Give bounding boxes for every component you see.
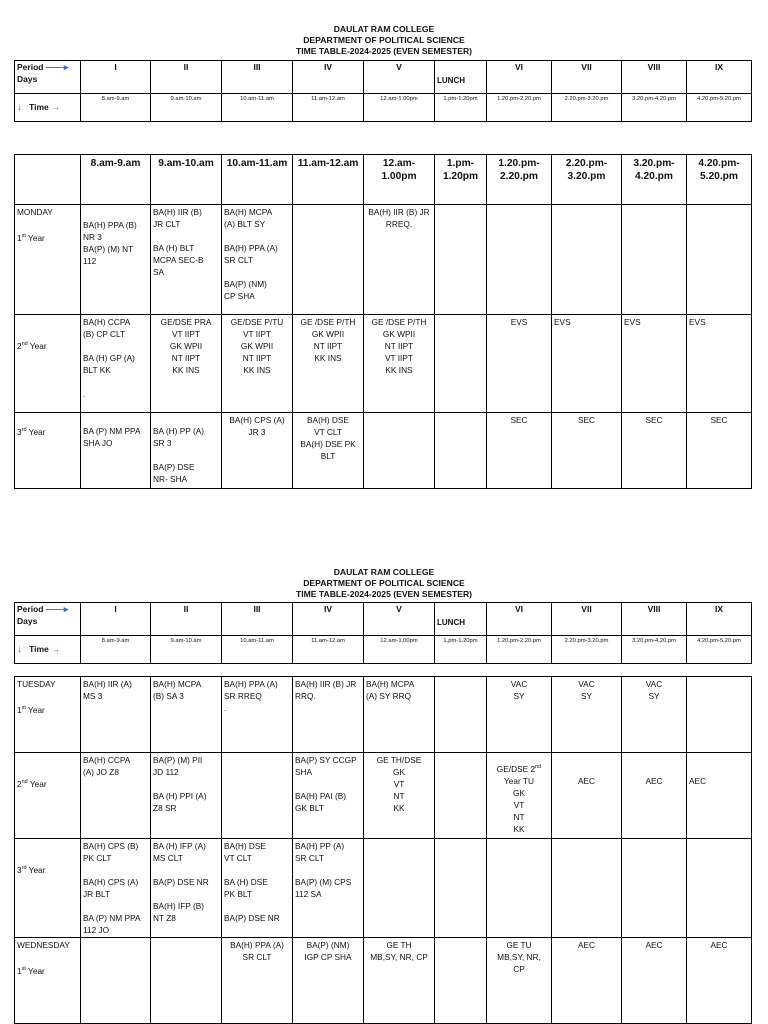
time-header: 2.20.pm- 3.20.pm bbox=[552, 155, 622, 205]
class-cell: GE TH MB,SY, NR, CP bbox=[364, 938, 435, 1024]
timetable-title: TIME TABLE-2024-2025 (EVEN SEMESTER) bbox=[295, 46, 473, 56]
lunch-cell bbox=[435, 315, 487, 413]
class-cell bbox=[622, 839, 687, 938]
time-slot: 3.20.pm-4.20.pm bbox=[622, 636, 687, 664]
period-days-label bbox=[15, 603, 81, 636]
lunch-cell bbox=[435, 205, 487, 315]
row-label bbox=[15, 839, 81, 938]
time-slot: 12.am-1.00pm bbox=[364, 94, 435, 122]
class-cell: BA(H) DSE VT CLT BA (H) DSE PK BLT BA(P) DSE NR bbox=[222, 839, 293, 938]
class-cell: BA(P) SY CCGP SHA BA(H) PAI (B) GK BLT bbox=[293, 753, 364, 839]
period-I: I bbox=[81, 61, 151, 94]
class-cell: SEC bbox=[687, 413, 752, 489]
class-cell: BA(H) MCPA (A) SY RRQ bbox=[364, 677, 435, 753]
class-cell bbox=[364, 839, 435, 938]
timetable-monday bbox=[14, 154, 752, 489]
department-title: DEPARTMENT OF POLITICAL SCIENCE bbox=[303, 578, 465, 588]
class-cell bbox=[552, 205, 622, 315]
time-label-cell bbox=[15, 636, 81, 664]
class-cell: BA(H) CPS (B) PK CLT BA(H) CPS (A) JR BLT BA (P) NM PPA 112 JO bbox=[81, 839, 151, 938]
row-label bbox=[15, 938, 81, 1024]
row-label bbox=[15, 315, 81, 413]
period-IV: IV bbox=[293, 61, 364, 94]
time-slot: 9.am-10.am bbox=[151, 94, 222, 122]
period-VI: VI bbox=[487, 61, 552, 94]
timetable-title: TIME TABLE-2024-2025 (EVEN SEMESTER) bbox=[295, 589, 473, 599]
class-cell: BA(P) (NM) IGP CP SHA bbox=[293, 938, 364, 1024]
class-cell: BA(H) CCPA (A) JO Z8 bbox=[81, 753, 151, 839]
arrow-down-icon: ↓ bbox=[17, 644, 22, 655]
class-cell: AEC bbox=[687, 753, 752, 839]
year-label: 3rd Year bbox=[17, 427, 46, 437]
class-cell: AEC bbox=[622, 938, 687, 1024]
class-cell: VAC SY bbox=[622, 677, 687, 753]
table-row bbox=[15, 753, 752, 839]
class-cell: BA (P) NM PPA SHA JO bbox=[81, 413, 151, 489]
time-label: Time bbox=[29, 102, 49, 112]
class-cell: SEC bbox=[552, 413, 622, 489]
class-cell: BA(H) MCPA (A) BLT SY BA(H) PPA (A) SR CLT BA(P) (NM) CP SHA bbox=[222, 205, 293, 315]
class-cell: GE /DSE P/TH GK WPII NT IIPT VT IIPT KK INS bbox=[364, 315, 435, 413]
table-row bbox=[15, 839, 752, 938]
period-label: Period bbox=[17, 604, 44, 614]
time-header: 1.20.pm- 2.20.pm bbox=[487, 155, 552, 205]
class-cell: AEC bbox=[687, 938, 752, 1024]
class-cell: BA (H) PP (A) SR 3 BA(P) DSE NR- SHA bbox=[151, 413, 222, 489]
time-slot: 11.am-12.am bbox=[293, 636, 364, 664]
class-cell: BA(H) PP (A) SR CLT BA(P) (M) CPS 112 SA bbox=[293, 839, 364, 938]
time-slot: 10.am-11.am bbox=[222, 94, 293, 122]
arrow-right-icon: ——▸ bbox=[45, 604, 69, 614]
class-cell: BA(H) MCPA (B) SA 3 bbox=[151, 677, 222, 753]
blank-header bbox=[15, 155, 81, 205]
class-cell: GE/DSE P/TU VT IIPT GK WPII NT IIPT KK INS bbox=[222, 315, 293, 413]
class-cell: GE TU MB,SY, NR, CP bbox=[487, 938, 552, 1024]
day-name: WEDNESDAY bbox=[17, 940, 70, 950]
lunch-cell bbox=[435, 753, 487, 839]
class-cell bbox=[687, 205, 752, 315]
period-label: Period bbox=[17, 62, 44, 72]
year-label: 1st Year bbox=[17, 966, 45, 976]
header-block-2 bbox=[0, 567, 768, 600]
time-header: 8.am-9.am bbox=[81, 155, 151, 205]
row-label bbox=[15, 677, 81, 753]
time-slot: 4.20.pm-5.20.pm bbox=[687, 94, 752, 122]
year-label: 3rd Year bbox=[17, 865, 46, 875]
class-cell bbox=[552, 839, 622, 938]
day-name: TUESDAY bbox=[17, 679, 56, 689]
time-slot: 12.am-1.00pm bbox=[364, 636, 435, 664]
period-IX: IX bbox=[687, 603, 752, 636]
class-cell: BA(H) PPA (A) SR RREQ . bbox=[222, 677, 293, 753]
time-slot: 9.am-10.am bbox=[151, 636, 222, 664]
class-cell: BA(H) CPS (A) JR 3 bbox=[222, 413, 293, 489]
period-IX: IX bbox=[687, 61, 752, 94]
class-cell: VAC SY bbox=[552, 677, 622, 753]
class-cell: AEC bbox=[622, 753, 687, 839]
class-cell bbox=[487, 839, 552, 938]
year-label: 1st Year bbox=[17, 705, 45, 715]
class-cell: EVS bbox=[552, 315, 622, 413]
table-row bbox=[15, 938, 752, 1024]
period-VIII: VIII bbox=[622, 603, 687, 636]
row-label bbox=[15, 413, 81, 489]
year-label: 2nd Year bbox=[17, 341, 47, 351]
department-title: DEPARTMENT OF POLITICAL SCIENCE bbox=[303, 35, 465, 45]
class-cell: BA(H) IIR (A) MS 3 bbox=[81, 677, 151, 753]
period-V: V bbox=[364, 603, 435, 636]
class-cell: BA(H) PPA (B) NR 3 BA(P) (M) NT 112 bbox=[81, 205, 151, 315]
header-block-1 bbox=[0, 24, 768, 57]
class-cell: EVS bbox=[622, 315, 687, 413]
period-V: V bbox=[364, 61, 435, 94]
period-reference-table-2 bbox=[14, 602, 752, 664]
time-header: 9.am-10.am bbox=[151, 155, 222, 205]
year-label: 2nd Year bbox=[17, 779, 47, 789]
class-cell bbox=[151, 938, 222, 1024]
class-cell: BA(H) IIR (B) JR RRQ. bbox=[293, 677, 364, 753]
days-label: Days bbox=[17, 74, 38, 84]
lunch-label: LUNCH bbox=[435, 61, 487, 94]
time-slot: 1.20.pm-2.20.pm bbox=[487, 94, 552, 122]
class-cell: GE/DSE PRA VT IIPT GK WPII NT IIPT KK INS bbox=[151, 315, 222, 413]
arrow-right-icon: → bbox=[51, 102, 61, 112]
class-cell bbox=[487, 205, 552, 315]
table-row bbox=[15, 315, 752, 413]
class-cell: BA(H) DSE VT CLT BA(H) DSE PK BLT bbox=[293, 413, 364, 489]
time-slot: 2.20.pm-3.20.pm bbox=[552, 636, 622, 664]
class-cell: AEC bbox=[552, 938, 622, 1024]
time-slot: 11.am-12.am bbox=[293, 94, 364, 122]
lunch-cell bbox=[435, 677, 487, 753]
time-slot: 10.am-11.am bbox=[222, 636, 293, 664]
lunch-label: LUNCH bbox=[435, 603, 487, 636]
class-cell: BA(H) CCPA (B) CP CLT BA (H) GP (A) BLT KK . bbox=[81, 315, 151, 413]
period-IV: IV bbox=[293, 603, 364, 636]
time-label: Time bbox=[29, 644, 49, 654]
year-label: 1st Year bbox=[17, 233, 45, 243]
table-row bbox=[15, 413, 752, 489]
class-cell: BA(H) IIR (B) JR RREQ. bbox=[364, 205, 435, 315]
class-cell: GE TH/DSE GK VT NT KK bbox=[364, 753, 435, 839]
lunch-cell bbox=[435, 839, 487, 938]
days-label: Days bbox=[17, 616, 38, 626]
row-label bbox=[15, 205, 81, 315]
time-label-cell bbox=[15, 94, 81, 122]
arrow-right-icon: ——▸ bbox=[45, 62, 69, 72]
period-VI: VI bbox=[487, 603, 552, 636]
day-name: MONDAY bbox=[17, 207, 53, 217]
class-cell: BA (H) IFP (A) MS CLT BA(P) DSE NR BA(H) IFP (B) NT Z8 bbox=[151, 839, 222, 938]
college-title: DAULAT RAM COLLEGE bbox=[333, 24, 435, 34]
time-header: 4.20.pm- 5.20.pm bbox=[687, 155, 752, 205]
row-label bbox=[15, 753, 81, 839]
lunch-cell bbox=[435, 413, 487, 489]
period-II: II bbox=[151, 61, 222, 94]
time-header: 1.pm- 1.20pm bbox=[435, 155, 487, 205]
time-header: 12.am- 1.00pm bbox=[364, 155, 435, 205]
class-cell: GE/DSE 2nd Year TU GK VT NT KK bbox=[487, 753, 552, 839]
lunch-cell bbox=[435, 938, 487, 1024]
arrow-down-icon: ↓ bbox=[17, 102, 22, 113]
period-III: III bbox=[222, 61, 293, 94]
period-VII: VII bbox=[552, 61, 622, 94]
class-cell bbox=[81, 938, 151, 1024]
table-row bbox=[15, 677, 752, 753]
college-title: DAULAT RAM COLLEGE bbox=[333, 567, 435, 577]
class-cell bbox=[622, 205, 687, 315]
class-cell: BA(H) IIR (B) JR CLT BA (H) BLT MCPA SEC-B SA bbox=[151, 205, 222, 315]
time-slot: 8.am-9.am bbox=[81, 94, 151, 122]
class-cell bbox=[687, 839, 752, 938]
time-header: 10.am-11.am bbox=[222, 155, 293, 205]
time-slot: 3.20.pm-4.20.pm bbox=[622, 94, 687, 122]
timetable-tuesday-wednesday bbox=[14, 676, 752, 1024]
period-VII: VII bbox=[552, 603, 622, 636]
class-cell: AEC bbox=[552, 753, 622, 839]
class-cell: SEC bbox=[622, 413, 687, 489]
arrow-right-icon: → bbox=[51, 644, 61, 654]
period-VIII: VIII bbox=[622, 61, 687, 94]
time-header: 11.am-12.am bbox=[293, 155, 364, 205]
period-days-label bbox=[15, 61, 81, 94]
class-cell: VAC SY bbox=[487, 677, 552, 753]
class-cell: BA(P) (M) PII JD 112 BA (H) PPI (A) Z8 SR bbox=[151, 753, 222, 839]
class-cell: EVS bbox=[487, 315, 552, 413]
period-reference-table-1 bbox=[14, 60, 752, 122]
class-cell bbox=[687, 677, 752, 753]
class-cell bbox=[222, 753, 293, 839]
period-I: I bbox=[81, 603, 151, 636]
class-cell: GE /DSE P/TH GK WPII NT IIPT KK INS bbox=[293, 315, 364, 413]
class-cell: BA(H) PPA (A) SR CLT bbox=[222, 938, 293, 1024]
time-header: 3.20.pm- 4.20.pm bbox=[622, 155, 687, 205]
time-slot: 1.20.pm-2.20.pm bbox=[487, 636, 552, 664]
period-II: II bbox=[151, 603, 222, 636]
table-row bbox=[15, 205, 752, 315]
class-cell bbox=[364, 413, 435, 489]
class-cell: EVS bbox=[687, 315, 752, 413]
class-cell: SEC bbox=[487, 413, 552, 489]
time-slot: 4.20.pm-5.20.pm bbox=[687, 636, 752, 664]
time-slot: 2.20.pm-3.20.pm bbox=[552, 94, 622, 122]
time-slot: 8.am-9.am bbox=[81, 636, 151, 664]
class-cell bbox=[293, 205, 364, 315]
time-slot: 1.pm-1.20pm bbox=[435, 94, 487, 122]
time-slot: 1.pm-1.20pm bbox=[435, 636, 487, 664]
period-III: III bbox=[222, 603, 293, 636]
